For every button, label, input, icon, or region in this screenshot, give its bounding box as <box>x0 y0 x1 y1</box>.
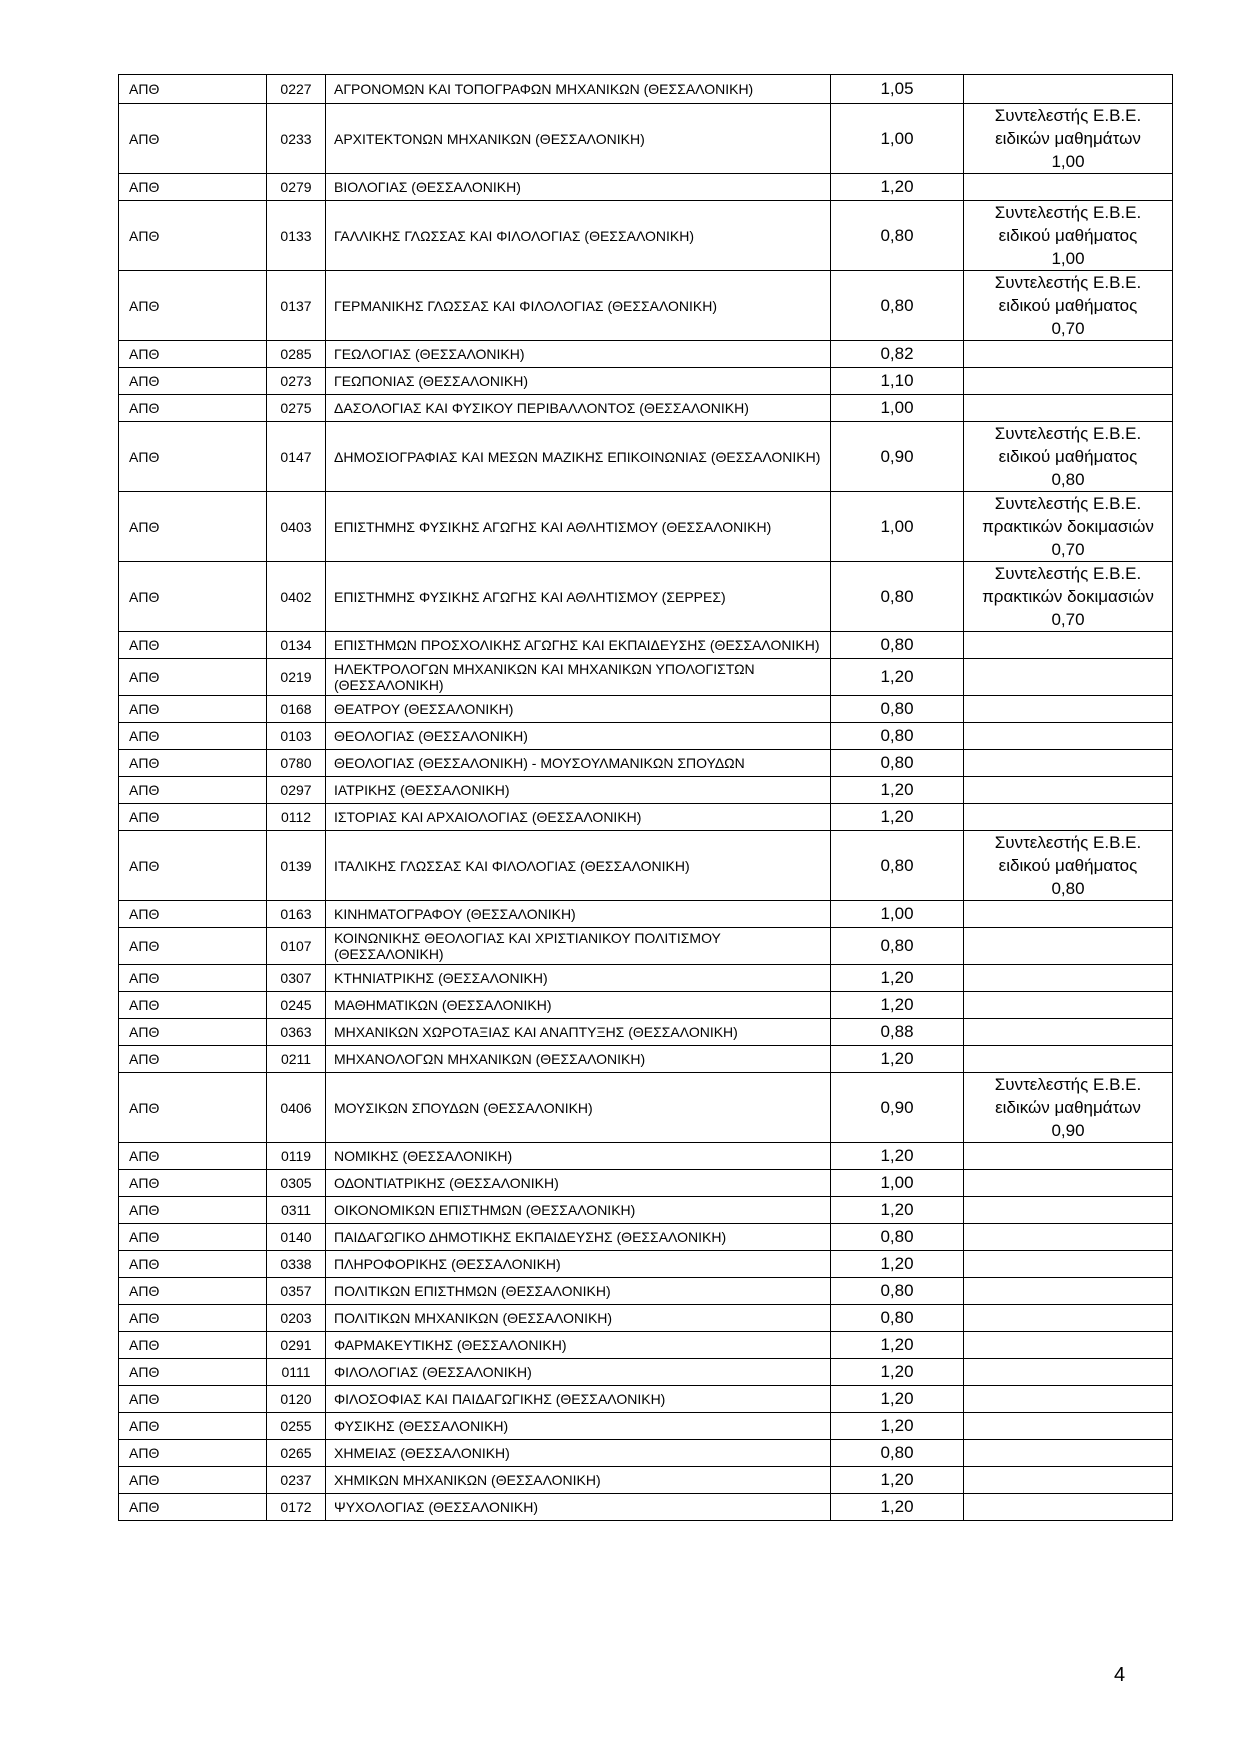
note-cell <box>964 368 1173 395</box>
coefficient-cell: 0,80 <box>831 750 964 777</box>
coefficient-cell: 0,80 <box>831 831 964 901</box>
table-row <box>119 1359 1173 1386</box>
note-cell <box>964 1143 1173 1170</box>
coefficients-table <box>118 74 1173 1521</box>
department-cell: ΠΟΛΙΤΙΚΩΝ ΜΗΧΑΝΙΚΩΝ (ΘΕΣΣΑΛΟΝΙΚΗ) <box>326 1305 831 1332</box>
code-cell: 0255 <box>267 1413 326 1440</box>
code-cell: 0112 <box>267 804 326 831</box>
institution-cell: ΑΠΘ <box>119 1440 267 1467</box>
department-cell: ΕΠΙΣΤΗΜΗΣ ΦΥΣΙΚΗΣ ΑΓΩΓΗΣ ΚΑΙ ΑΘΛΗΤΙΣΜΟΥ (ΘΕΣΣΑΛΟΝΙΚΗ) <box>326 492 831 562</box>
code-cell: 0245 <box>267 992 326 1019</box>
institution-cell: ΑΠΘ <box>119 632 267 659</box>
institution-cell: ΑΠΘ <box>119 1386 267 1413</box>
note-cell <box>964 1359 1173 1386</box>
note-cell <box>964 965 1173 992</box>
department-cell: ΙΣΤΟΡΙΑΣ ΚΑΙ ΑΡΧΑΙΟΛΟΓΙΑΣ (ΘΕΣΣΑΛΟΝΙΚΗ) <box>326 804 831 831</box>
note-cell <box>964 1197 1173 1224</box>
table-row <box>119 341 1173 368</box>
department-cell: ΑΓΡΟΝΟΜΩΝ ΚΑΙ ΤΟΠΟΓΡΑΦΩΝ ΜΗΧΑΝΙΚΩΝ (ΘΕΣΣΑΛΟΝΙΚΗ) <box>326 75 831 104</box>
department-cell: ΓΕΩΠΟΝΙΑΣ (ΘΕΣΣΑΛΟΝΙΚΗ) <box>326 368 831 395</box>
coefficient-cell: 0,90 <box>831 422 964 492</box>
department-cell: ΚΙΝΗΜΑΤΟΓΡΑΦΟΥ (ΘΕΣΣΑΛΟΝΙΚΗ) <box>326 901 831 928</box>
institution-cell: ΑΠΘ <box>119 422 267 492</box>
code-cell: 0780 <box>267 750 326 777</box>
note-cell <box>964 777 1173 804</box>
table-row <box>119 1046 1173 1073</box>
table-row <box>119 659 1173 696</box>
coefficient-cell: 0,80 <box>831 696 964 723</box>
note-cell <box>964 1278 1173 1305</box>
institution-cell: ΑΠΘ <box>119 395 267 422</box>
code-cell: 0163 <box>267 901 326 928</box>
code-cell: 0273 <box>267 368 326 395</box>
table-row <box>119 1332 1173 1359</box>
code-cell: 0103 <box>267 723 326 750</box>
institution-cell: ΑΠΘ <box>119 1170 267 1197</box>
code-cell: 0119 <box>267 1143 326 1170</box>
code-cell: 0311 <box>267 1197 326 1224</box>
coefficient-cell: 1,20 <box>831 1386 964 1413</box>
department-cell: ΕΠΙΣΤΗΜΗΣ ΦΥΣΙΚΗΣ ΑΓΩΓΗΣ ΚΑΙ ΑΘΛΗΤΙΣΜΟΥ (ΣΕΡΡΕΣ) <box>326 562 831 632</box>
code-cell: 0402 <box>267 562 326 632</box>
table-row <box>119 928 1173 965</box>
institution-cell: ΑΠΘ <box>119 271 267 341</box>
institution-cell: ΑΠΘ <box>119 696 267 723</box>
note-cell <box>964 341 1173 368</box>
coefficient-cell: 0,80 <box>831 723 964 750</box>
institution-cell: ΑΠΘ <box>119 1224 267 1251</box>
coefficient-cell: 0,80 <box>831 928 964 965</box>
institution-cell: ΑΠΘ <box>119 201 267 271</box>
table-row <box>119 1494 1173 1521</box>
code-cell: 0203 <box>267 1305 326 1332</box>
department-cell: ΠΑΙΔΑΓΩΓΙΚΟ ΔΗΜΟΤΙΚΗΣ ΕΚΠΑΙΔΕΥΣΗΣ (ΘΕΣΣΑΛΟΝΙΚΗ) <box>326 1224 831 1251</box>
note-cell <box>964 1494 1173 1521</box>
table-row <box>119 368 1173 395</box>
note-cell <box>964 750 1173 777</box>
coefficient-cell: 1,20 <box>831 174 964 201</box>
code-cell: 0137 <box>267 271 326 341</box>
table-row <box>119 562 1173 632</box>
note-cell: Συντελεστής Ε.Β.Ε. ειδικού μαθήματος 1,00 <box>964 201 1173 271</box>
note-cell <box>964 696 1173 723</box>
institution-cell: ΑΠΘ <box>119 368 267 395</box>
institution-cell: ΑΠΘ <box>119 1278 267 1305</box>
institution-cell: ΑΠΘ <box>119 1332 267 1359</box>
table-row <box>119 75 1173 104</box>
table-row <box>119 1278 1173 1305</box>
table-row <box>119 1019 1173 1046</box>
coefficient-cell: 1,20 <box>831 1143 964 1170</box>
department-cell: ΜΗΧΑΝΟΛΟΓΩΝ ΜΗΧΑΝΙΚΩΝ (ΘΕΣΣΑΛΟΝΙΚΗ) <box>326 1046 831 1073</box>
institution-cell: ΑΠΘ <box>119 659 267 696</box>
department-cell: ΜΗΧΑΝΙΚΩΝ ΧΩΡΟΤΑΞΙΑΣ ΚΑΙ ΑΝΑΠΤΥΞΗΣ (ΘΕΣΣΑΛΟΝΙΚΗ) <box>326 1019 831 1046</box>
institution-cell: ΑΠΘ <box>119 75 267 104</box>
note-cell <box>964 901 1173 928</box>
coefficient-cell: 1,00 <box>831 104 964 174</box>
code-cell: 0357 <box>267 1278 326 1305</box>
note-cell: Συντελεστής Ε.Β.Ε. ειδικού μαθήματος 0,80 <box>964 422 1173 492</box>
institution-cell: ΑΠΘ <box>119 1359 267 1386</box>
coefficient-cell: 1,20 <box>831 1046 964 1073</box>
department-cell: ΜΟΥΣΙΚΩΝ ΣΠΟΥΔΩΝ (ΘΕΣΣΑΛΟΝΙΚΗ) <box>326 1073 831 1143</box>
code-cell: 0305 <box>267 1170 326 1197</box>
code-cell: 0403 <box>267 492 326 562</box>
department-cell: ΦΥΣΙΚΗΣ (ΘΕΣΣΑΛΟΝΙΚΗ) <box>326 1413 831 1440</box>
code-cell: 0275 <box>267 395 326 422</box>
department-cell: ΜΑΘΗΜΑΤΙΚΩΝ (ΘΕΣΣΑΛΟΝΙΚΗ) <box>326 992 831 1019</box>
code-cell: 0134 <box>267 632 326 659</box>
table-row <box>119 1440 1173 1467</box>
coefficient-cell: 0,80 <box>831 271 964 341</box>
institution-cell: ΑΠΘ <box>119 928 267 965</box>
department-cell: ΓΕΡΜΑΝΙΚΗΣ ΓΛΩΣΣΑΣ ΚΑΙ ΦΙΛΟΛΟΓΙΑΣ (ΘΕΣΣΑΛΟΝΙΚΗ) <box>326 271 831 341</box>
table-row <box>119 831 1173 901</box>
coefficient-cell: 1,20 <box>831 1467 964 1494</box>
department-cell: ΚΟΙΝΩΝΙΚΗΣ ΘΕΟΛΟΓΙΑΣ ΚΑΙ ΧΡΙΣΤΙΑΝΙΚΟΥ ΠΟΛΙΤΙΣΜΟΥ (ΘΕΣΣΑΛΟΝΙΚΗ) <box>326 928 831 965</box>
code-cell: 0133 <box>267 201 326 271</box>
coefficient-cell: 1,20 <box>831 965 964 992</box>
table-row <box>119 1224 1173 1251</box>
coefficient-cell: 0,80 <box>831 1440 964 1467</box>
note-cell <box>964 659 1173 696</box>
department-cell: ΑΡΧΙΤΕΚΤΟΝΩΝ ΜΗΧΑΝΙΚΩΝ (ΘΕΣΣΑΛΟΝΙΚΗ) <box>326 104 831 174</box>
note-cell <box>964 992 1173 1019</box>
code-cell: 0120 <box>267 1386 326 1413</box>
institution-cell: ΑΠΘ <box>119 104 267 174</box>
table-row <box>119 1170 1173 1197</box>
table-row <box>119 1251 1173 1278</box>
coefficient-cell: 1,20 <box>831 1413 964 1440</box>
note-cell <box>964 395 1173 422</box>
institution-cell: ΑΠΘ <box>119 965 267 992</box>
code-cell: 0140 <box>267 1224 326 1251</box>
table-row <box>119 750 1173 777</box>
institution-cell: ΑΠΘ <box>119 1251 267 1278</box>
institution-cell: ΑΠΘ <box>119 750 267 777</box>
department-cell: ΗΛΕΚΤΡΟΛΟΓΩΝ ΜΗΧΑΝΙΚΩΝ ΚΑΙ ΜΗΧΑΝΙΚΩΝ ΥΠΟΛΟΓΙΣΤΩΝ (ΘΕΣΣΑΛΟΝΙΚΗ) <box>326 659 831 696</box>
coefficient-cell: 0,80 <box>831 201 964 271</box>
coefficient-cell: 1,00 <box>831 1170 964 1197</box>
note-cell <box>964 1305 1173 1332</box>
department-cell: ΙΑΤΡΙΚΗΣ (ΘΕΣΣΑΛΟΝΙΚΗ) <box>326 777 831 804</box>
code-cell: 0265 <box>267 1440 326 1467</box>
table-row <box>119 1386 1173 1413</box>
code-cell: 0307 <box>267 965 326 992</box>
institution-cell: ΑΠΘ <box>119 1019 267 1046</box>
institution-cell: ΑΠΘ <box>119 1305 267 1332</box>
institution-cell: ΑΠΘ <box>119 341 267 368</box>
department-cell: ΧΗΜΙΚΩΝ ΜΗΧΑΝΙΚΩΝ (ΘΕΣΣΑΛΟΝΙΚΗ) <box>326 1467 831 1494</box>
department-cell: ΧΗΜΕΙΑΣ (ΘΕΣΣΑΛΟΝΙΚΗ) <box>326 1440 831 1467</box>
table-row <box>119 271 1173 341</box>
note-cell <box>964 632 1173 659</box>
table-row <box>119 696 1173 723</box>
institution-cell: ΑΠΘ <box>119 831 267 901</box>
institution-cell: ΑΠΘ <box>119 174 267 201</box>
table-row <box>119 777 1173 804</box>
table-row <box>119 992 1173 1019</box>
coefficient-cell: 1,00 <box>831 395 964 422</box>
department-cell: ΟΔΟΝΤΙΑΤΡΙΚΗΣ (ΘΕΣΣΑΛΟΝΙΚΗ) <box>326 1170 831 1197</box>
code-cell: 0291 <box>267 1332 326 1359</box>
note-cell <box>964 1386 1173 1413</box>
department-cell: ΦΑΡΜΑΚΕΥΤΙΚΗΣ (ΘΕΣΣΑΛΟΝΙΚΗ) <box>326 1332 831 1359</box>
code-cell: 0227 <box>267 75 326 104</box>
page-number: 4 <box>1114 1664 1126 1686</box>
department-cell: ΠΛΗΡΟΦΟΡΙΚΗΣ (ΘΕΣΣΑΛΟΝΙΚΗ) <box>326 1251 831 1278</box>
table-row <box>119 804 1173 831</box>
department-cell: ΨΥΧΟΛΟΓΙΑΣ (ΘΕΣΣΑΛΟΝΙΚΗ) <box>326 1494 831 1521</box>
institution-cell: ΑΠΘ <box>119 1046 267 1073</box>
table-row <box>119 632 1173 659</box>
institution-cell: ΑΠΘ <box>119 492 267 562</box>
note-cell <box>964 1019 1173 1046</box>
note-cell <box>964 1224 1173 1251</box>
note-cell <box>964 1046 1173 1073</box>
note-cell <box>964 174 1173 201</box>
department-cell: ΦΙΛΟΛΟΓΙΑΣ (ΘΕΣΣΑΛΟΝΙΚΗ) <box>326 1359 831 1386</box>
institution-cell: ΑΠΘ <box>119 1143 267 1170</box>
table-row <box>119 104 1173 174</box>
coefficient-cell: 1,00 <box>831 901 964 928</box>
note-cell: Συντελεστής Ε.Β.Ε. ειδικών μαθημάτων 1,00 <box>964 104 1173 174</box>
code-cell: 0219 <box>267 659 326 696</box>
table-row <box>119 422 1173 492</box>
code-cell: 0147 <box>267 422 326 492</box>
coefficient-cell: 1,05 <box>831 75 964 104</box>
institution-cell: ΑΠΘ <box>119 1073 267 1143</box>
code-cell: 0233 <box>267 104 326 174</box>
institution-cell: ΑΠΘ <box>119 562 267 632</box>
note-cell <box>964 804 1173 831</box>
institution-cell: ΑΠΘ <box>119 1197 267 1224</box>
department-cell: ΠΟΛΙΤΙΚΩΝ ΕΠΙΣΤΗΜΩΝ (ΘΕΣΣΑΛΟΝΙΚΗ) <box>326 1278 831 1305</box>
table-row <box>119 901 1173 928</box>
coefficient-cell: 0,90 <box>831 1073 964 1143</box>
note-cell <box>964 723 1173 750</box>
department-cell: ΒΙΟΛΟΓΙΑΣ (ΘΕΣΣΑΛΟΝΙΚΗ) <box>326 174 831 201</box>
coefficient-cell: 1,20 <box>831 659 964 696</box>
institution-cell: ΑΠΘ <box>119 901 267 928</box>
note-cell: Συντελεστής Ε.Β.Ε. ειδικού μαθήματος 0,80 <box>964 831 1173 901</box>
coefficient-cell: 1,20 <box>831 1494 964 1521</box>
department-cell: ΟΙΚΟΝΟΜΙΚΩΝ ΕΠΙΣΤΗΜΩΝ (ΘΕΣΣΑΛΟΝΙΚΗ) <box>326 1197 831 1224</box>
department-cell: ΘΕΟΛΟΓΙΑΣ (ΘΕΣΣΑΛΟΝΙΚΗ) - ΜΟΥΣΟΥΛΜΑΝΙΚΩΝ ΣΠΟΥΔΩΝ <box>326 750 831 777</box>
department-cell: ΦΙΛΟΣΟΦΙΑΣ ΚΑΙ ΠΑΙΔΑΓΩΓΙΚΗΣ (ΘΕΣΣΑΛΟΝΙΚΗ) <box>326 1386 831 1413</box>
table-row <box>119 1305 1173 1332</box>
coefficient-cell: 1,20 <box>831 804 964 831</box>
institution-cell: ΑΠΘ <box>119 777 267 804</box>
note-cell: Συντελεστής Ε.Β.Ε. ειδικού μαθήματος 0,70 <box>964 271 1173 341</box>
department-cell: ΓΑΛΛΙΚΗΣ ΓΛΩΣΣΑΣ ΚΑΙ ΦΙΛΟΛΟΓΙΑΣ (ΘΕΣΣΑΛΟΝΙΚΗ) <box>326 201 831 271</box>
coefficients-table-body <box>119 75 1173 1521</box>
code-cell: 0237 <box>267 1467 326 1494</box>
note-cell <box>964 75 1173 104</box>
institution-cell: ΑΠΘ <box>119 804 267 831</box>
coefficient-cell: 0,80 <box>831 632 964 659</box>
code-cell: 0297 <box>267 777 326 804</box>
note-cell: Συντελεστής Ε.Β.Ε. πρακτικών δοκιμασιών 0,70 <box>964 562 1173 632</box>
coefficient-cell: 0,80 <box>831 1224 964 1251</box>
coefficient-cell: 1,20 <box>831 1197 964 1224</box>
code-cell: 0285 <box>267 341 326 368</box>
table-row <box>119 965 1173 992</box>
note-cell <box>964 1332 1173 1359</box>
coefficient-cell: 0,80 <box>831 562 964 632</box>
department-cell: ΓΕΩΛΟΓΙΑΣ (ΘΕΣΣΑΛΟΝΙΚΗ) <box>326 341 831 368</box>
table-row <box>119 1413 1173 1440</box>
code-cell: 0406 <box>267 1073 326 1143</box>
table-row <box>119 1197 1173 1224</box>
note-cell <box>964 1170 1173 1197</box>
department-cell: ΔΗΜΟΣΙΟΓΡΑΦΙΑΣ ΚΑΙ ΜΕΣΩΝ ΜΑΖΙΚΗΣ ΕΠΙΚΟΙΝΩΝΙΑΣ (ΘΕΣΣΑΛΟΝΙΚΗ) <box>326 422 831 492</box>
note-cell <box>964 1413 1173 1440</box>
department-cell: ΝΟΜΙΚΗΣ (ΘΕΣΣΑΛΟΝΙΚΗ) <box>326 1143 831 1170</box>
coefficient-cell: 0,88 <box>831 1019 964 1046</box>
note-cell: Συντελεστής Ε.Β.Ε. ειδικών μαθημάτων 0,90 <box>964 1073 1173 1143</box>
coefficient-cell: 0,82 <box>831 341 964 368</box>
note-cell: Συντελεστής Ε.Β.Ε. πρακτικών δοκιμασιών 0,70 <box>964 492 1173 562</box>
department-cell: ΔΑΣΟΛΟΓΙΑΣ ΚΑΙ ΦΥΣΙΚΟΥ ΠΕΡΙΒΑΛΛΟΝΤΟΣ (ΘΕΣΣΑΛΟΝΙΚΗ) <box>326 395 831 422</box>
code-cell: 0363 <box>267 1019 326 1046</box>
institution-cell: ΑΠΘ <box>119 1467 267 1494</box>
code-cell: 0111 <box>267 1359 326 1386</box>
department-cell: ΕΠΙΣΤΗΜΩΝ ΠΡΟΣΧΟΛΙΚΗΣ ΑΓΩΓΗΣ ΚΑΙ ΕΚΠΑΙΔΕΥΣΗΣ (ΘΕΣΣΑΛΟΝΙΚΗ) <box>326 632 831 659</box>
coefficient-cell: 1,20 <box>831 992 964 1019</box>
note-cell <box>964 1440 1173 1467</box>
coefficient-cell: 1,10 <box>831 368 964 395</box>
code-cell: 0338 <box>267 1251 326 1278</box>
code-cell: 0107 <box>267 928 326 965</box>
department-cell: ΘΕΑΤΡΟΥ (ΘΕΣΣΑΛΟΝΙΚΗ) <box>326 696 831 723</box>
code-cell: 0168 <box>267 696 326 723</box>
note-cell <box>964 1467 1173 1494</box>
table-row <box>119 201 1173 271</box>
code-cell: 0279 <box>267 174 326 201</box>
table-row <box>119 395 1173 422</box>
coefficient-cell: 0,80 <box>831 1305 964 1332</box>
table-row <box>119 1073 1173 1143</box>
coefficient-cell: 0,80 <box>831 1278 964 1305</box>
department-cell: ΙΤΑΛΙΚΗΣ ΓΛΩΣΣΑΣ ΚΑΙ ΦΙΛΟΛΟΓΙΑΣ (ΘΕΣΣΑΛΟΝΙΚΗ) <box>326 831 831 901</box>
coefficient-cell: 1,20 <box>831 1251 964 1278</box>
code-cell: 0139 <box>267 831 326 901</box>
table-row <box>119 174 1173 201</box>
table-row <box>119 723 1173 750</box>
table-row <box>119 492 1173 562</box>
note-cell <box>964 1251 1173 1278</box>
coefficient-cell: 1,20 <box>831 777 964 804</box>
note-cell <box>964 928 1173 965</box>
coefficient-cell: 1,20 <box>831 1359 964 1386</box>
coefficient-cell: 1,20 <box>831 1332 964 1359</box>
institution-cell: ΑΠΘ <box>119 723 267 750</box>
table-row <box>119 1467 1173 1494</box>
institution-cell: ΑΠΘ <box>119 992 267 1019</box>
coefficient-cell: 1,00 <box>831 492 964 562</box>
department-cell: ΘΕΟΛΟΓΙΑΣ (ΘΕΣΣΑΛΟΝΙΚΗ) <box>326 723 831 750</box>
table-row <box>119 1143 1173 1170</box>
institution-cell: ΑΠΘ <box>119 1494 267 1521</box>
code-cell: 0172 <box>267 1494 326 1521</box>
institution-cell: ΑΠΘ <box>119 1413 267 1440</box>
department-cell: ΚΤΗΝΙΑΤΡΙΚΗΣ (ΘΕΣΣΑΛΟΝΙΚΗ) <box>326 965 831 992</box>
code-cell: 0211 <box>267 1046 326 1073</box>
